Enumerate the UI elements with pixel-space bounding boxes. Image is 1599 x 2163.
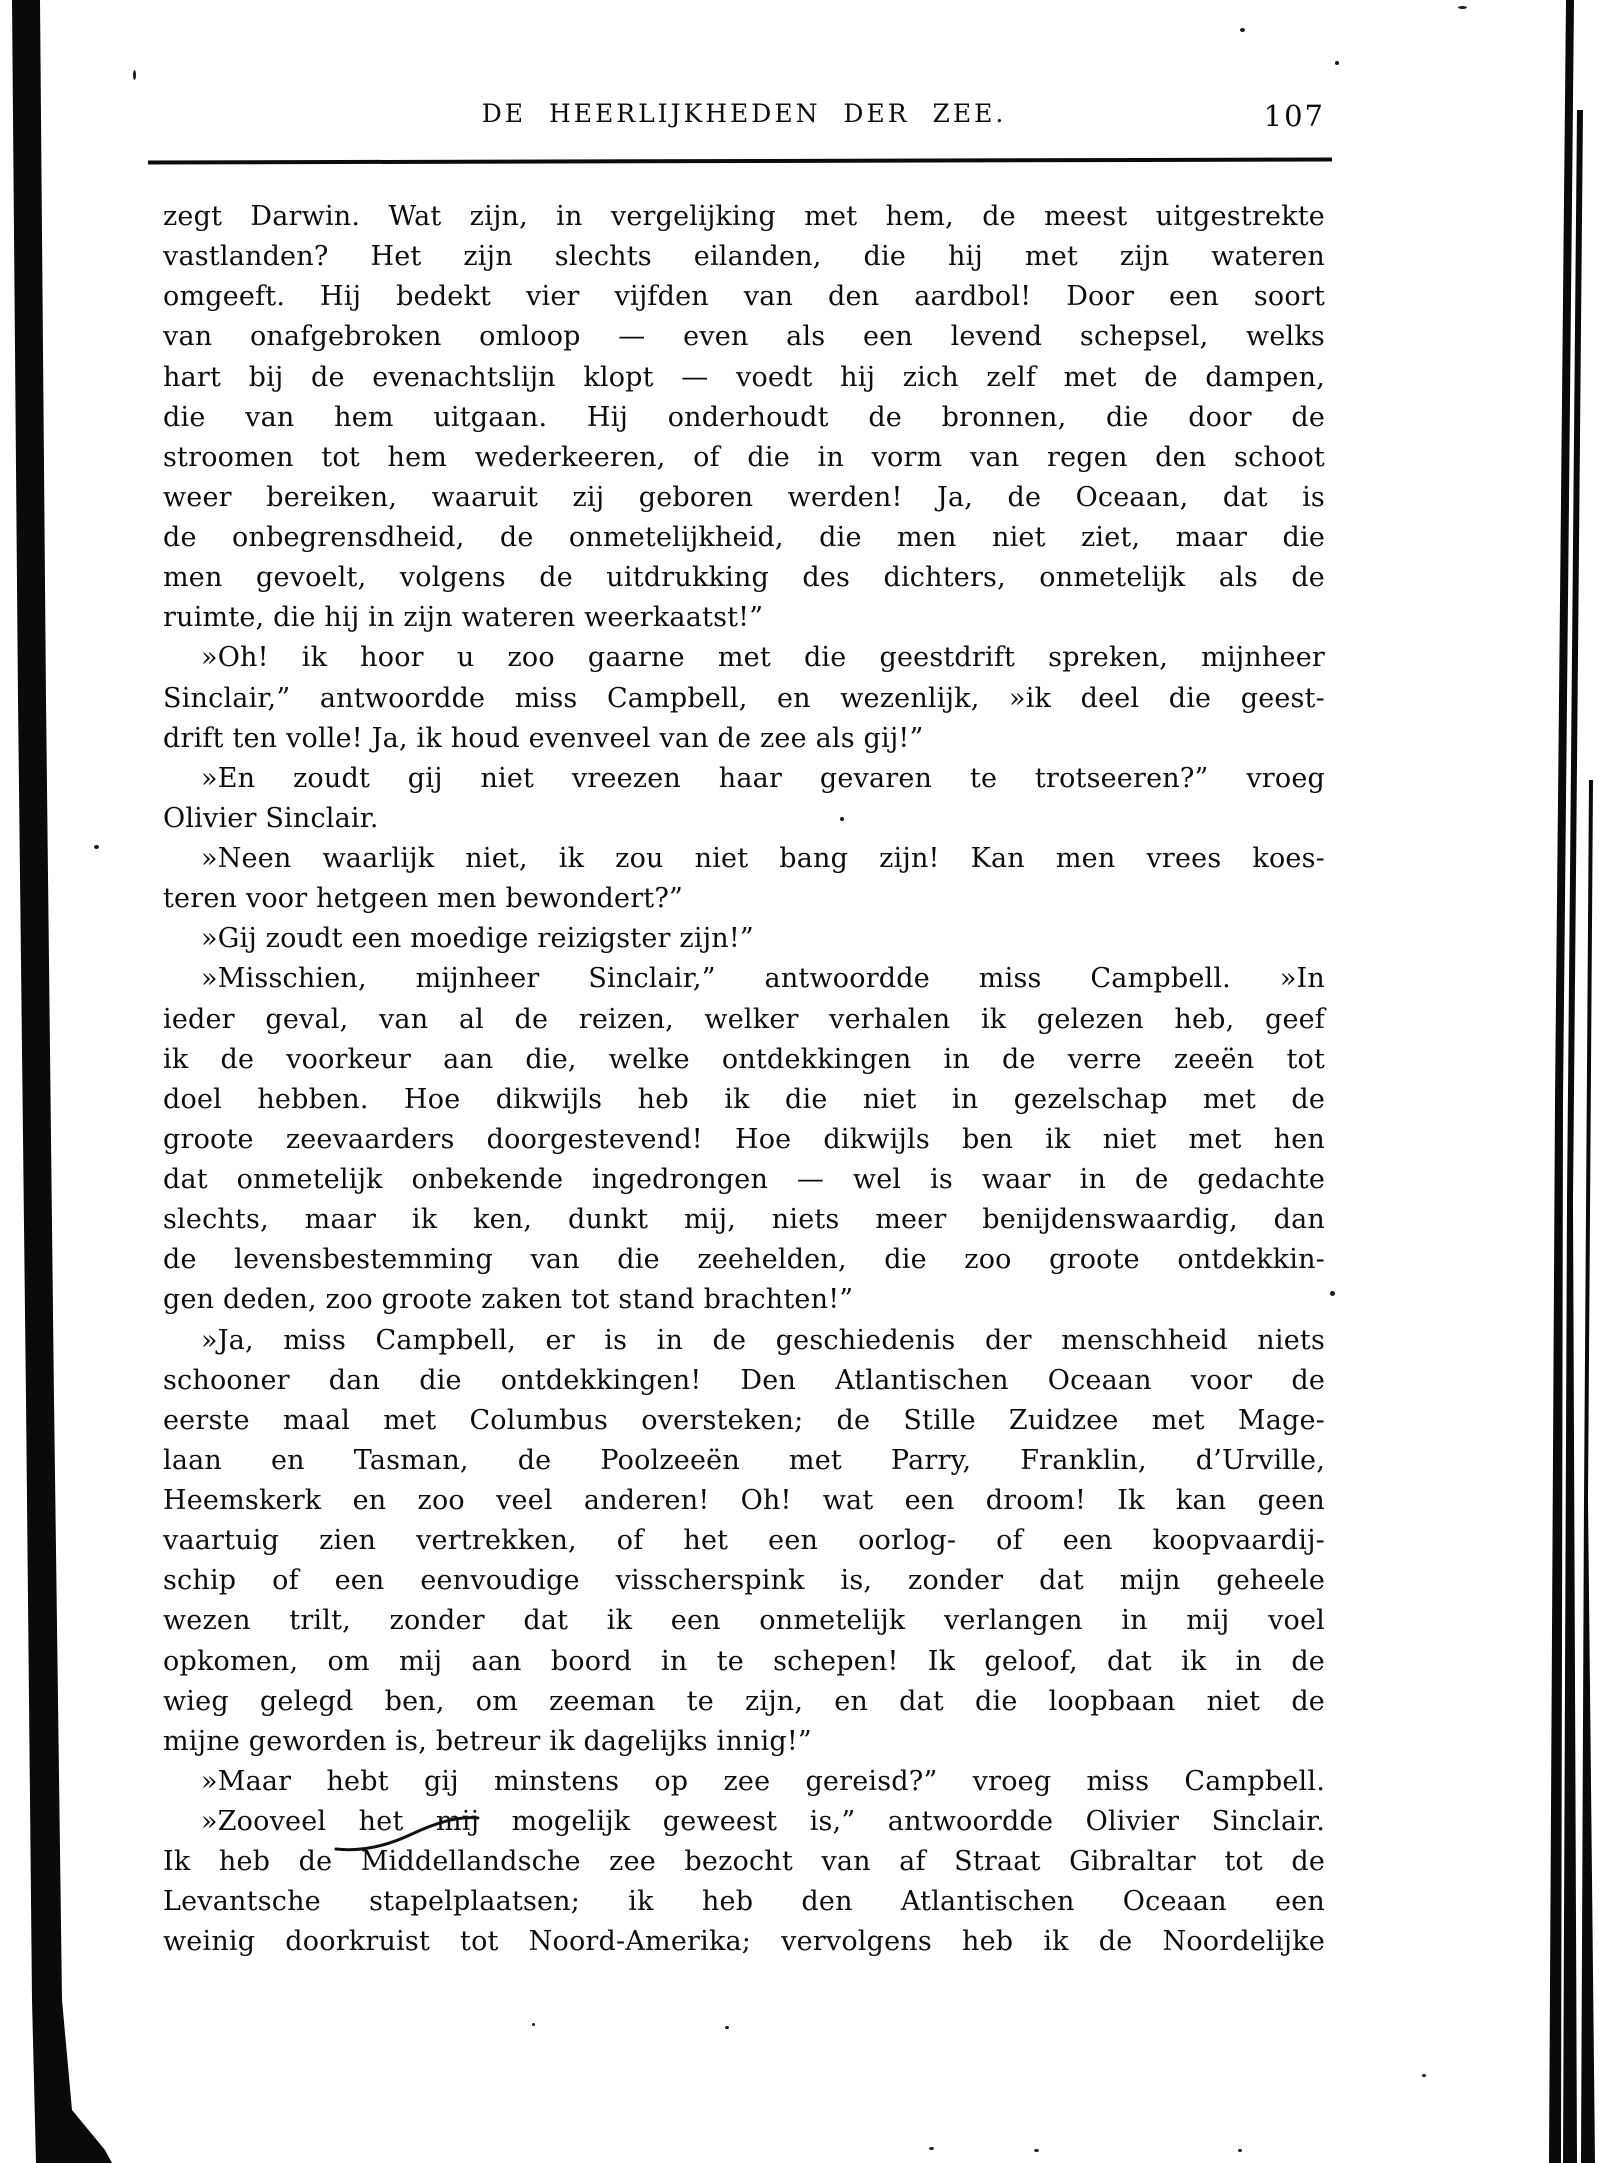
scan-speck	[133, 70, 136, 80]
body-text-line: ruimte, die hij in zijn wateren weerkaatst!”	[163, 602, 764, 634]
body-text-line: doel hebben. Hoe dikwijls heb ik die niet in gezelschap met de	[163, 1083, 1325, 1115]
body-text-line: ieder geval, van al de reizen, welker verhalen ik gelezen heb, geef	[163, 1003, 1325, 1035]
body-text-line: opkomen, om mij aan boord in te schepen! Ik geloof, dat ik in de	[163, 1645, 1325, 1677]
scan-speck	[1458, 6, 1467, 9]
scan-speck	[1238, 2149, 1242, 2152]
body-text-line: van onafgebroken omloop — even als een levend schepsel, welks	[163, 321, 1325, 353]
scan-speck	[532, 2023, 535, 2026]
header-rule	[148, 157, 1332, 164]
body-text-line: dat onmetelijk onbekende ingedrongen — wel is waar in de gedachte	[163, 1164, 1325, 1195]
body-text-line: groote zeevaarders doorgestevend! Hoe dikwijls ben ik niet met hen	[163, 1123, 1325, 1155]
body-text-line: Sinclair,” antwoordde miss Campbell, en wezenlijk, »ik deel die geest-	[163, 682, 1325, 714]
body-text-line: Heemskerk en zoo veel anderen! Oh! wat een droom! Ik kan geen	[163, 1485, 1325, 1516]
gutter-shadow-line-1	[1549, 0, 1574, 2163]
body-text-line: »Neen waarlijk niet, ik zou niet bang zijn! Kan men vrees koes-	[201, 843, 1325, 874]
body-text-line: »Maar hebt gij minstens op zee gereisd?” vroeg miss Campbell.	[201, 1765, 1325, 1797]
body-text-line: schooner dan die ontdekkingen! Den Atlantischen Oceaan voor de	[163, 1364, 1325, 1396]
body-text-line: eerste maal met Columbus oversteken; de Stille Zuidzee met Mage-	[163, 1404, 1325, 1436]
body-text-line: »Misschien, mijnheer Sinclair,” antwoordde miss Campbell. »In	[201, 963, 1325, 995]
body-text-line: schip of een eenvoudige visscherspink is, zonder dat mijn geheele	[163, 1565, 1325, 1597]
body-text-line: »Gij zoudt een moedige reizigster zijn!”	[201, 923, 754, 955]
page-number: 107	[1263, 99, 1325, 133]
body-text-line: weer bereiken, waaruit zij geboren werden! Ja, de Oceaan, dat is	[163, 481, 1325, 513]
running-header-title: DE HEERLIJKHEDEN DER ZEE.	[481, 99, 1007, 128]
running-header	[163, 99, 1325, 143]
body-text-line: laan en Tasman, de Poolzeeën met Parry, Franklin, d’Urville,	[163, 1444, 1325, 1476]
scan-speck	[1034, 2149, 1039, 2152]
body-text-line: wieg gelegd ben, om zeeman te zijn, en dat die loopbaan niet de	[163, 1685, 1325, 1717]
body-text-line: slechts, maar ik ken, dunkt mij, niets meer benijdenswaardig, dan	[163, 1204, 1325, 1236]
body-text-line: zegt Darwin. Wat zijn, in vergelijking met hem, de meest uitgestrekte	[163, 201, 1325, 232]
body-text-line: de onbegrensdheid, de onmetelijkheid, die men niet ziet, maar die	[163, 522, 1325, 553]
body-text-line: teren voor hetgeen men bewondert?”	[163, 883, 684, 915]
body-text-line: weinig doorkruist tot Noord-Amerika; vervolgens heb ik de Noordelijke	[163, 1926, 1325, 1958]
body-text-line: stroomen tot hem wederkeeren, of die in vorm van regen den schoot	[163, 441, 1325, 473]
scan-speck	[1422, 2074, 1426, 2077]
body-text-line: de levensbestemming van die zeehelden, die zoo groote ontdekkin-	[163, 1244, 1325, 1276]
body-text-line: Ik heb de Middellandsche zee bezocht van af Straat Gibraltar tot de	[163, 1846, 1325, 1878]
body-text-line: mijne geworden is, betreur ik dagelijks innig!”	[163, 1725, 812, 1757]
scan-speck	[1335, 61, 1339, 65]
body-text-block	[163, 197, 1325, 1963]
body-text-line: gen deden, zoo groote zaken tot stand brachten!”	[163, 1284, 854, 1316]
scan-speck	[1330, 1291, 1335, 1296]
scan-speck	[1240, 28, 1245, 32]
body-text-line: vastlanden? Het zijn slechts eilanden, die hij met zijn wateren	[163, 241, 1325, 273]
body-text-line: omgeeft. Hij bedekt vier vijfden van den aardbol! Door een soort	[163, 281, 1325, 313]
gutter-shadow-line-3	[1581, 780, 1595, 2163]
body-text-line: »Oh! ik hoor u zoo gaarne met die geestdrift spreken, mijnheer	[201, 642, 1325, 674]
body-text-line: drift ten volle! Ja, ik houd evenveel van de zee als gij!”	[163, 722, 924, 754]
body-text-line: Olivier Sinclair.	[163, 802, 379, 834]
body-text-line: die van hem uitgaan. Hij onderhoudt de bronnen, die door de	[163, 401, 1325, 433]
body-text-line: »Zooveel het mij mogelijk geweest is,” antwoordde Olivier Sinclair.	[201, 1806, 1325, 1837]
left-scan-bar	[12, 0, 112, 2163]
body-text-line: »Ja, miss Campbell, er is in de geschiedenis der menschheid niets	[201, 1324, 1325, 1356]
gutter-shadow-line-2	[1563, 110, 1583, 2163]
body-text-line: »En zoudt gij niet vreezen haar gevaren te trotseeren?” vroeg	[201, 762, 1325, 794]
body-text-line: ik de voorkeur aan die, welke ontdekkingen in de verre zeeën tot	[163, 1043, 1325, 1075]
scan-speck	[929, 2147, 934, 2150]
scan-speck	[725, 2026, 729, 2029]
body-text-line: men gevoelt, volgens de uitdrukking des dichters, onmetelijk als de	[163, 562, 1325, 594]
scan-speck	[94, 845, 99, 849]
body-text-line: wezen trilt, zonder dat ik een onmetelijk verlangen in mij voel	[163, 1605, 1325, 1637]
body-text-line: vaartuig zien vertrekken, of het een oorlog- of een koopvaardij-	[163, 1525, 1325, 1557]
scan-speck	[840, 817, 844, 821]
body-text-line: Levantsche stapelplaatsen; ik heb den Atlantischen Oceaan een	[163, 1886, 1325, 1918]
body-text-line: hart bij de evenachtslijn klopt — voedt hij zich zelf met de dampen,	[163, 361, 1325, 393]
